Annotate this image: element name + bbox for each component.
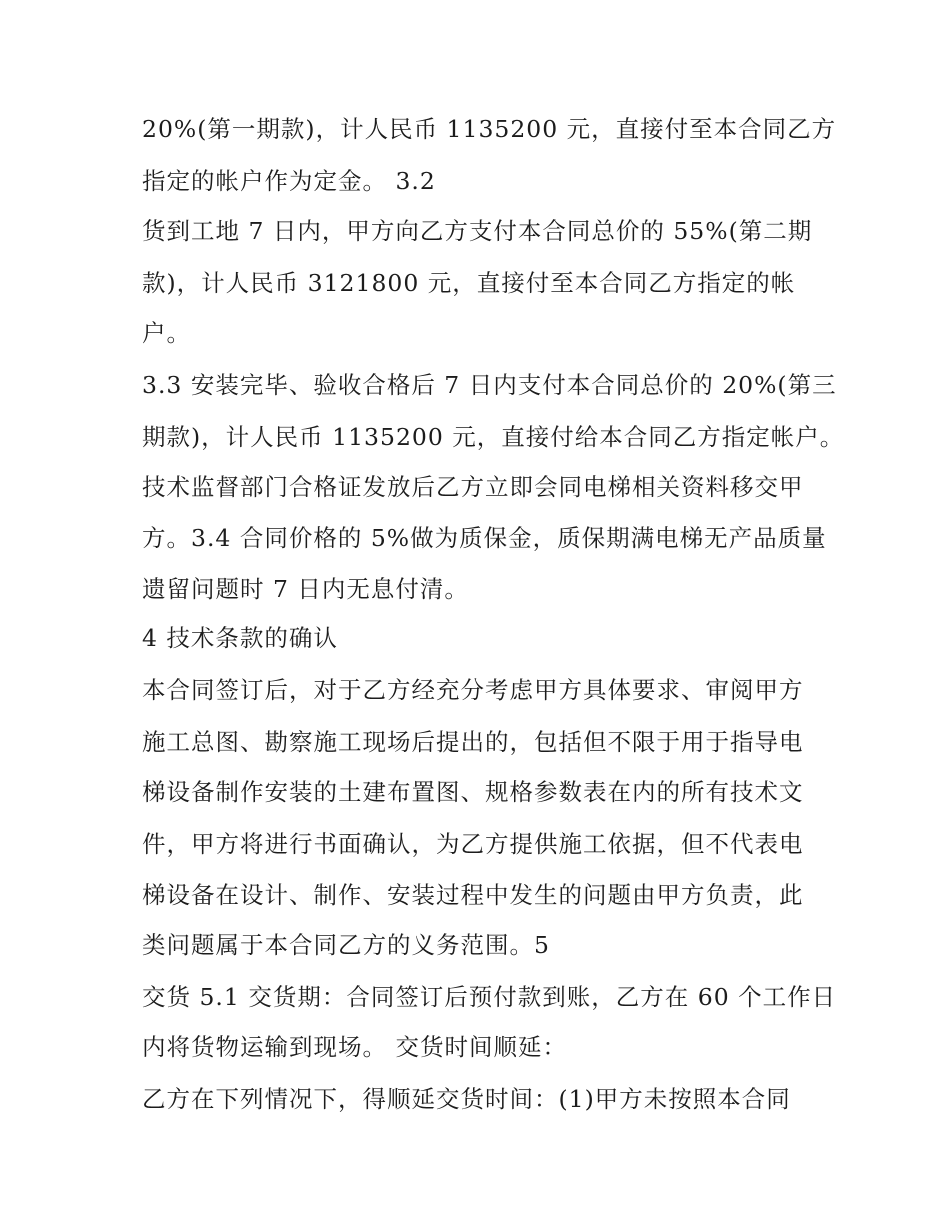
text-line: 交货 5.1 交货期：合同签订后预付款到账，乙方在 60 个工作日 <box>142 983 837 1011</box>
text-line: 款)，计人民币 3121800 元，直接付至本合同乙方指定的帐 <box>142 269 796 297</box>
text-line: 本合同签订后，对于乙方经充分考虑甲方具体要求、审阅甲方 <box>142 676 804 704</box>
text-line: 户。 <box>142 319 191 347</box>
text-line: 梯设备在设计、制作、安装过程中发生的问题由甲方负责，此 <box>142 881 804 909</box>
text-line: 技术监督部门合格证发放后乙方立即会同电梯相关资料移交甲 <box>142 473 804 501</box>
text-line: 施工总图、勘察施工现场后提出的，包括但不限于用于指导电 <box>142 728 804 756</box>
text-line: 乙方在下列情况下，得顺延交货时间：(1)甲方未按照本合同 <box>142 1085 791 1113</box>
text-line: 梯设备制作安装的土建布置图、规格参数表在内的所有技术文 <box>142 778 804 806</box>
text-line: 货到工地 7 日内，甲方向乙方支付本合同总价的 55%(第二期 <box>142 217 813 245</box>
text-line: 件，甲方将进行书面确认，为乙方提供施工依据，但不代表电 <box>142 830 804 858</box>
text-line: 内将货物运输到现场。 交货时间顺延： <box>142 1033 567 1061</box>
text-line: 20%(第一期款)，计人民币 1135200 元，直接付至本合同乙方 <box>142 115 837 143</box>
text-line: 3.3 安装完毕、验收合格后 7 日内支付本合同总价的 20%(第三 <box>142 371 837 399</box>
text-line: 期款)，计人民币 1135200 元，直接付给本合同乙方指定帐户。 <box>142 423 845 451</box>
text-line: 指定的帐户作为定金。 3.2 <box>142 167 436 195</box>
text-line: 方。3.4 合同价格的 5%做为质保金，质保期满电梯无产品质量 <box>142 524 827 552</box>
text-line: 类问题属于本合同乙方的义务范围。5 <box>142 931 550 959</box>
section-heading: 4 技术条款的确认 <box>142 624 338 652</box>
text-line: 遗留问题时 7 日内无息付清。 <box>142 575 469 603</box>
